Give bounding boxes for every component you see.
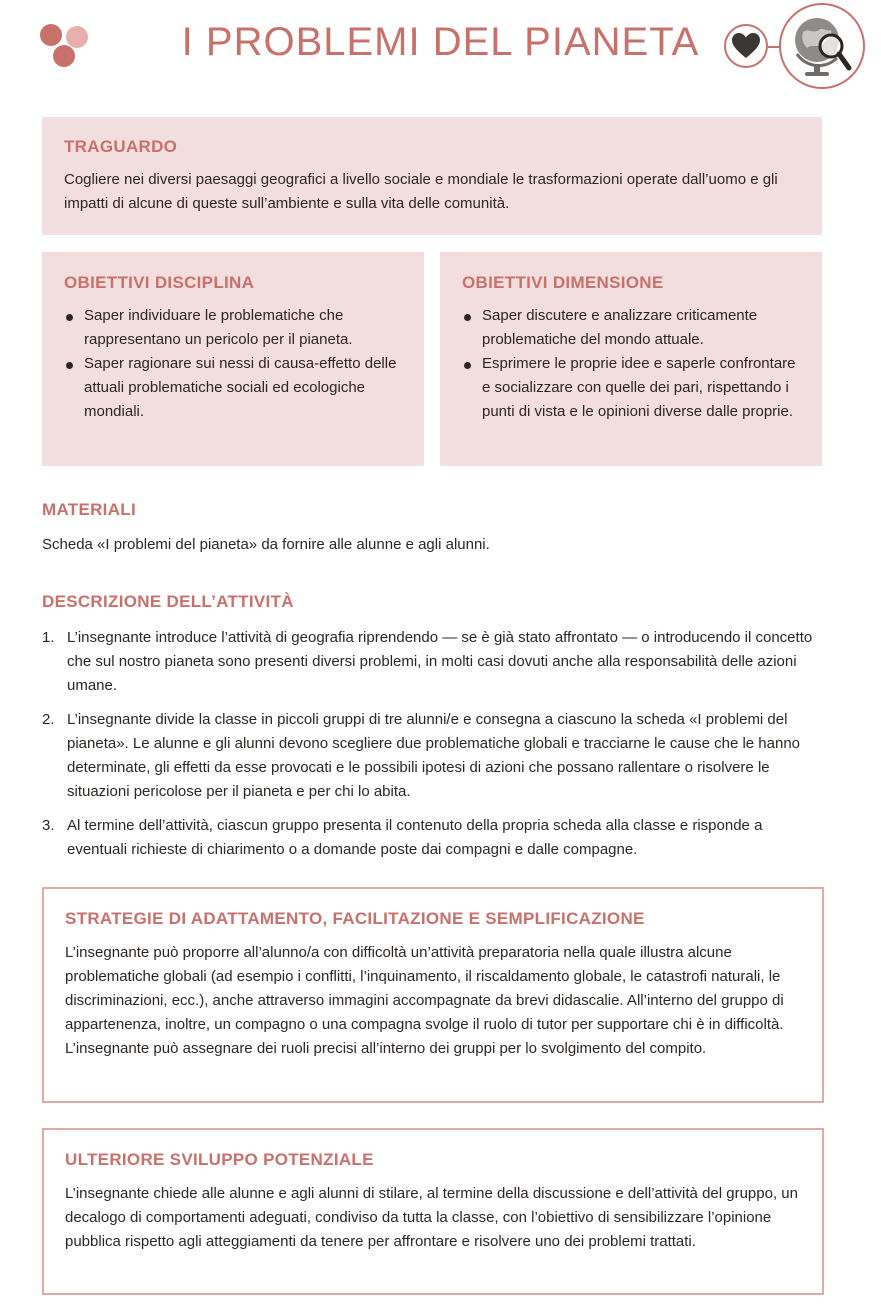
sviluppo-heading: ULTERIORE SVILUPPO POTENZIALE [65, 1150, 374, 1169]
obiettivi-dimensione-heading: OBIETTIVI DIMENSIONE [462, 273, 664, 292]
sviluppo-text: L’insegnante chiede alle alunne e agli alunni di stilare, al termine della discussione e dell’attività del gruppo, un decalogo di comportamenti adeguati, condiviso da tutta la classe, con l’obiettivo di sensibilizzare l’opinione pubblica rispetto agli atteggiamenti da tenere per affrontare e risolvere uno dei problemi trattati. [65, 1185, 798, 1250]
sviluppo-box [42, 1128, 824, 1295]
obiettivi-disciplina-list [64, 304, 402, 424]
list-item [42, 708, 826, 804]
step-number: 1. [42, 629, 55, 646]
globe-magnifier-icon [779, 3, 865, 89]
step-number: 3. [42, 817, 55, 834]
obiettivi-dimensione-list [462, 304, 802, 424]
obiettivi-disciplina-heading: OBIETTIVI DISCIPLINA [64, 273, 255, 292]
materiali-heading: MATERIALI [42, 500, 136, 519]
list-item: Saper ragionare sui nessi di causa-effetto delle attuali problematiche sociali ed ecologiche mondiali. [64, 352, 402, 424]
step-number: 2. [42, 711, 55, 728]
obiettivi-dimensione-box [440, 252, 822, 466]
list-item: Saper discutere e analizzare criticamente problematiche del mondo attuale. [462, 304, 802, 352]
strategie-text: L’insegnante può proporre all’alunno/a con difficoltà un’attività preparatoria nella quale illustra alcune problematiche globali (ad esempio i conflitti, l’inquinamento, il riscaldamento globale, le catastrofi naturali, le discriminazioni, ecc.), anche attraverso immagini accompagnate da brevi didascalie. All’interno del gruppo di appartenenza, inoltre, un compagno o una compagna svolge il ruolo di tutor per supportare chi è in difficoltà. L’insegnante può assegnare dei ruoli precisi all’interno dei gruppi per lo svolgimento del compito. [65, 944, 784, 1057]
list-item: Saper individuare le problematiche che rappresentano un pericolo per il pianeta. [64, 304, 402, 352]
page-title: I PROBLEMI DEL PIANETA [181, 20, 700, 64]
materiali-section [42, 500, 832, 557]
strategie-box [42, 887, 824, 1103]
descrizione-section [42, 592, 826, 872]
obiettivi-disciplina-box [42, 252, 424, 466]
descrizione-heading: DESCRIZIONE DELL’ATTIVITÀ [42, 592, 294, 611]
heart-icon [724, 24, 768, 68]
list-item: Esprimere le proprie idee e saperle confrontare e socializzare con quelle dei pari, rispettando i punti di vista e le opinioni diverse dalle proprie. [462, 352, 802, 424]
traguardo-heading: TRAGUARDO [64, 137, 178, 156]
step-text: L’insegnante divide la classe in piccoli gruppi di tre alunni/e e consegna a ciascuno la scheda «I problemi del pianeta». Le alunne e gli alunni devono scegliere due problematiche globali e tracciarne le cause che le hanno determinate, gli effetti da esse provocati e le possibili ipotesi di azioni che possano rallentare o risolvere le situazioni pericolose per il pianeta e per chi lo abita. [67, 711, 801, 800]
list-item [42, 626, 826, 698]
descrizione-steps [42, 626, 826, 862]
step-text: Al termine dell’attività, ciascun gruppo presenta il contenuto della propria scheda alla classe e risponde a eventuali richieste di chiarimento o a domande poste dai compagni e dalle compagne. [67, 817, 763, 858]
list-item [42, 814, 826, 862]
materiali-text: Scheda «I problemi del pianeta» da fornire alle alunne e agli alunni. [42, 536, 490, 553]
traguardo-box [42, 117, 822, 235]
step-text: L’insegnante introduce l’attività di geografia riprendendo — se è già stato affrontato — o introducendo il concetto che sul nostro pianeta sono presenti diversi problemi, in molti casi dovuti anche alla responsabilità delle azioni umane. [67, 629, 813, 694]
traguardo-text: Cogliere nei diversi paesaggi geografici a livello sociale e mondiale le trasformazioni operate dall’uomo e gli impatti di alcune di queste sull’ambiente e sulla vita delle comunità. [64, 171, 778, 212]
strategie-heading: STRATEGIE DI ADATTAMENTO, FACILITAZIONE E SEMPLIFICAZIONE [65, 909, 645, 928]
